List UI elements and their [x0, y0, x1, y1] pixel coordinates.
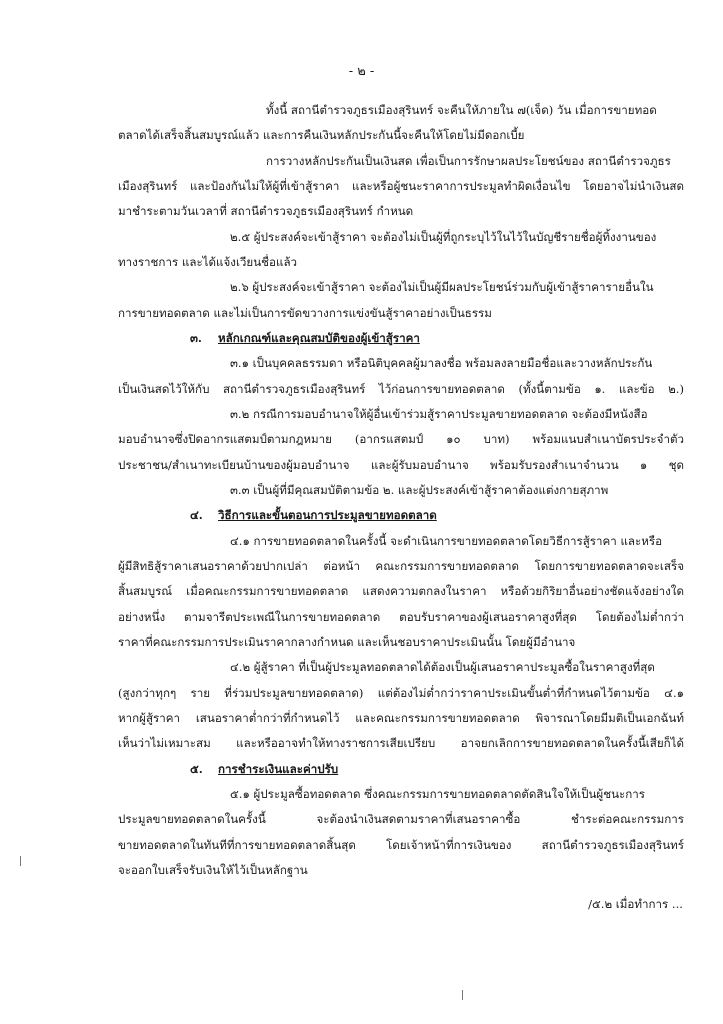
paragraph-line: ๔.๒ ผู้สู้ราคา ที่เป็นผู้ประมูลทอดตลาดได้ต้องเป็นผู้เสนอราคาประมูลซื้อในราคาสูงที่สุด [230, 660, 655, 674]
section-title: วิธีการและขั้นตอนการประมูลขายทอดตลาด [218, 508, 437, 522]
paragraph-line: ผู้มีสิทธิสู้ราคาเสนอราคาด้วยปากเปล่า ต่อหน้า คณะกรรมการขายทอดตลาด โดยการขายทอดตลาดจะเสร็จ [118, 559, 684, 573]
paragraph-line: เป็นเงินสดไว้ให้กับ สถานีตำรวจภูธรเมืองสุรินทร์ ไว้ก่อนการขายทอดตลาด (ทั้งนี้ตามข้อ ๑. และข้อ ๒.) [118, 382, 684, 396]
paragraph-line: การวางหลักประกันเป็นเงินสด เพื่อเป็นการรักษาผลประโยชน์ของ สถานีตำรวจภูธร [266, 154, 671, 168]
section-title: หลักเกณฑ์และคุณสมบัติของผู้เข้าสู้ราคา [218, 331, 420, 345]
paragraph-line: ขายทอดตลาดในทันทีที่การขายทอดตลาดสิ้นสุด โดยเจ้าหน้าที่การเงินของ สถานีตำรวจภูธรเมืองสุรินทร์ [118, 838, 684, 852]
paragraph-line: หากผู้สู้ราคา เสนอราคาต่ำกว่าที่กำหนดไว้ และคณะกรรมการขายทอดตลาด พิจารณาโดยมีมติเป็นเอกฉันท์ [118, 711, 684, 725]
paragraph-line: มาชำระตามวันเวลาที่ สถานีตำรวจภูธรเมืองสุรินทร์ กำหนด [118, 204, 414, 218]
paragraph-line: จะออกใบเสร็จรับเงินให้ไว้เป็นหลักฐาน [118, 863, 308, 877]
paragraph-line: เห็นว่าไม่เหมาะสม และหรืออาจทำให้ทางราชการเสียเปรียบ อาจยกเลิกการขายทอดตลาดในครั้งนี้เสียก็ได้ [118, 736, 684, 750]
page-number: - ๒ - [348, 64, 375, 79]
scan-mark [20, 856, 21, 866]
paragraph-line: ประชาชน/สำเนาทะเบียนบ้านของผู้มอบอำนาจ และผู้รับมอบอำนาจ พร้อมรับรองสำเนาจำนวน ๑ ชุด [118, 458, 684, 472]
paragraph-line: ราคาที่คณะกรรมการประเมินราคากลางกำหนด และเห็นชอบราคาประเมินนั้น โดยผู้มีอำนาจ [118, 635, 576, 649]
section-number: ๓. [190, 331, 202, 345]
paragraph-line: ๒.๕ ผู้ประสงค์จะเข้าสู้ราคา จะต้องไม่เป็นผู้ที่ถูกระบุไว้ในไว้ในบัญชีรายชื่อผู้ทิ้งงานของ [230, 230, 657, 244]
section-heading-5 [190, 761, 338, 777]
paragraph-line: ประมูลขายทอดตลาดในครั้งนี้ จะต้องนำเงินสดตามราคาที่เสนอราคาซื้อ ชำระต่อคณะกรรมการ [118, 812, 684, 826]
section-number: ๕. [190, 762, 203, 776]
paragraph-line: ๔.๑ การขายทอดตลาดในครั้งนี้ จะดำเนินการขายทอดตลาดโดยวิธีการสู้ราคา และหรือ [230, 534, 663, 548]
paragraph-line: ๒.๖ ผู้ประสงค์จะเข้าสู้ราคา จะต้องไม่เป็นผู้มีผลประโยชน์ร่วมกับผู้เข้าสู้ราคารายอื่นใน [230, 280, 654, 294]
section-title: การชำระเงินและค่าปรับ [218, 762, 339, 776]
paragraph-line: ๓.๑ เป็นบุคคลธรรมดา หรือนิติบุคคลผู้มาลงชื่อ พร้อมลงลายมือชื่อและวางหลักประกัน [230, 356, 653, 370]
paragraph-line: ทั้งนี้ สถานีตำรวจภูธรเมืองสุรินทร์ จะคืนให้ภายใน ๗(เจ็ด) วัน เมื่อการขายทอด [266, 103, 657, 117]
paragraph-line: มอบอำนาจซึ่งปิดอากรแสตมป์ตามกฎหมาย (อากรแสตมป์ ๑๐ บาท) พร้อมแนบสำเนาบัตรประจำตัว [118, 432, 684, 446]
paragraph-line: ๓.๒ กรณีการมอบอำนาจให้ผู้อื่นเข้าร่วมสู้ราคาประมูลขายทอดตลาด จะต้องมีหนังสือ [230, 407, 648, 421]
paragraph-line: การขายทอดตลาด และไม่เป็นการขัดขวางการแข่งขันสู้ราคาอย่างเป็นธรรม [118, 306, 492, 320]
paragraph-line: (สูงกว่าทุกๆ ราย ที่ร่วมประมูลขายทอดตลาด) แต่ต้องไม่ต่ำกว่าราคาประเมินขั้นต่ำที่กำหนดไว้ตามข้อ ๔.๑ [118, 686, 684, 700]
scan-mark [462, 990, 463, 1000]
paragraph-line: ตลาดได้เสร็จสิ้นสมบูรณ์แล้ว และการคืนเงินหลักประกันนี้จะคืนให้โดยไม่มีดอกเบี้ย [118, 128, 525, 142]
section-heading-3 [190, 330, 420, 346]
paragraph-line: ๓.๓ เป็นผู้ที่มีคุณสมบัติตามข้อ ๒. และผู้ประสงค์เข้าสู้ราคาต้องแต่งกายสุภาพ [230, 483, 609, 497]
continuation-note: /๕.๒ เมื่อทำการ ... [588, 897, 683, 911]
paragraph-line: เมืองสุรินทร์ และป้องกันไม่ให้ผู้ที่เข้าสู้ราคา และหรือผู้ชนะราคาการประมูลทำผิดเงื่อนไข โดยอาจไม่นำเงินสด [118, 179, 684, 193]
paragraph-line: ทางราชการ และได้แจ้งเวียนชื่อแล้ว [118, 255, 298, 269]
paragraph-line: สิ้นสมบูรณ์ เมื่อคณะกรรมการขายทอดตลาด แสดงความตกลงในราคา หรือด้วยกิริยาอื่นอย่างชัดแจ้งอย่างใด [118, 584, 684, 598]
section-number: ๔. [190, 508, 203, 522]
paragraph-line: อย่างหนึ่ง ตามจารีตประเพณีในการขายทอดตลาด ตอบรับราคาของผู้เสนอราคาสูงที่สุด โดยต้องไม่ต่ำกว่า [118, 610, 684, 624]
paragraph-line: ๕.๑ ผู้ประมูลซื้อทอดตลาด ซึ่งคณะกรรมการขายทอดตลาดตัดสินใจให้เป็นผู้ชนะการ [230, 787, 645, 801]
section-heading-4 [190, 507, 437, 523]
